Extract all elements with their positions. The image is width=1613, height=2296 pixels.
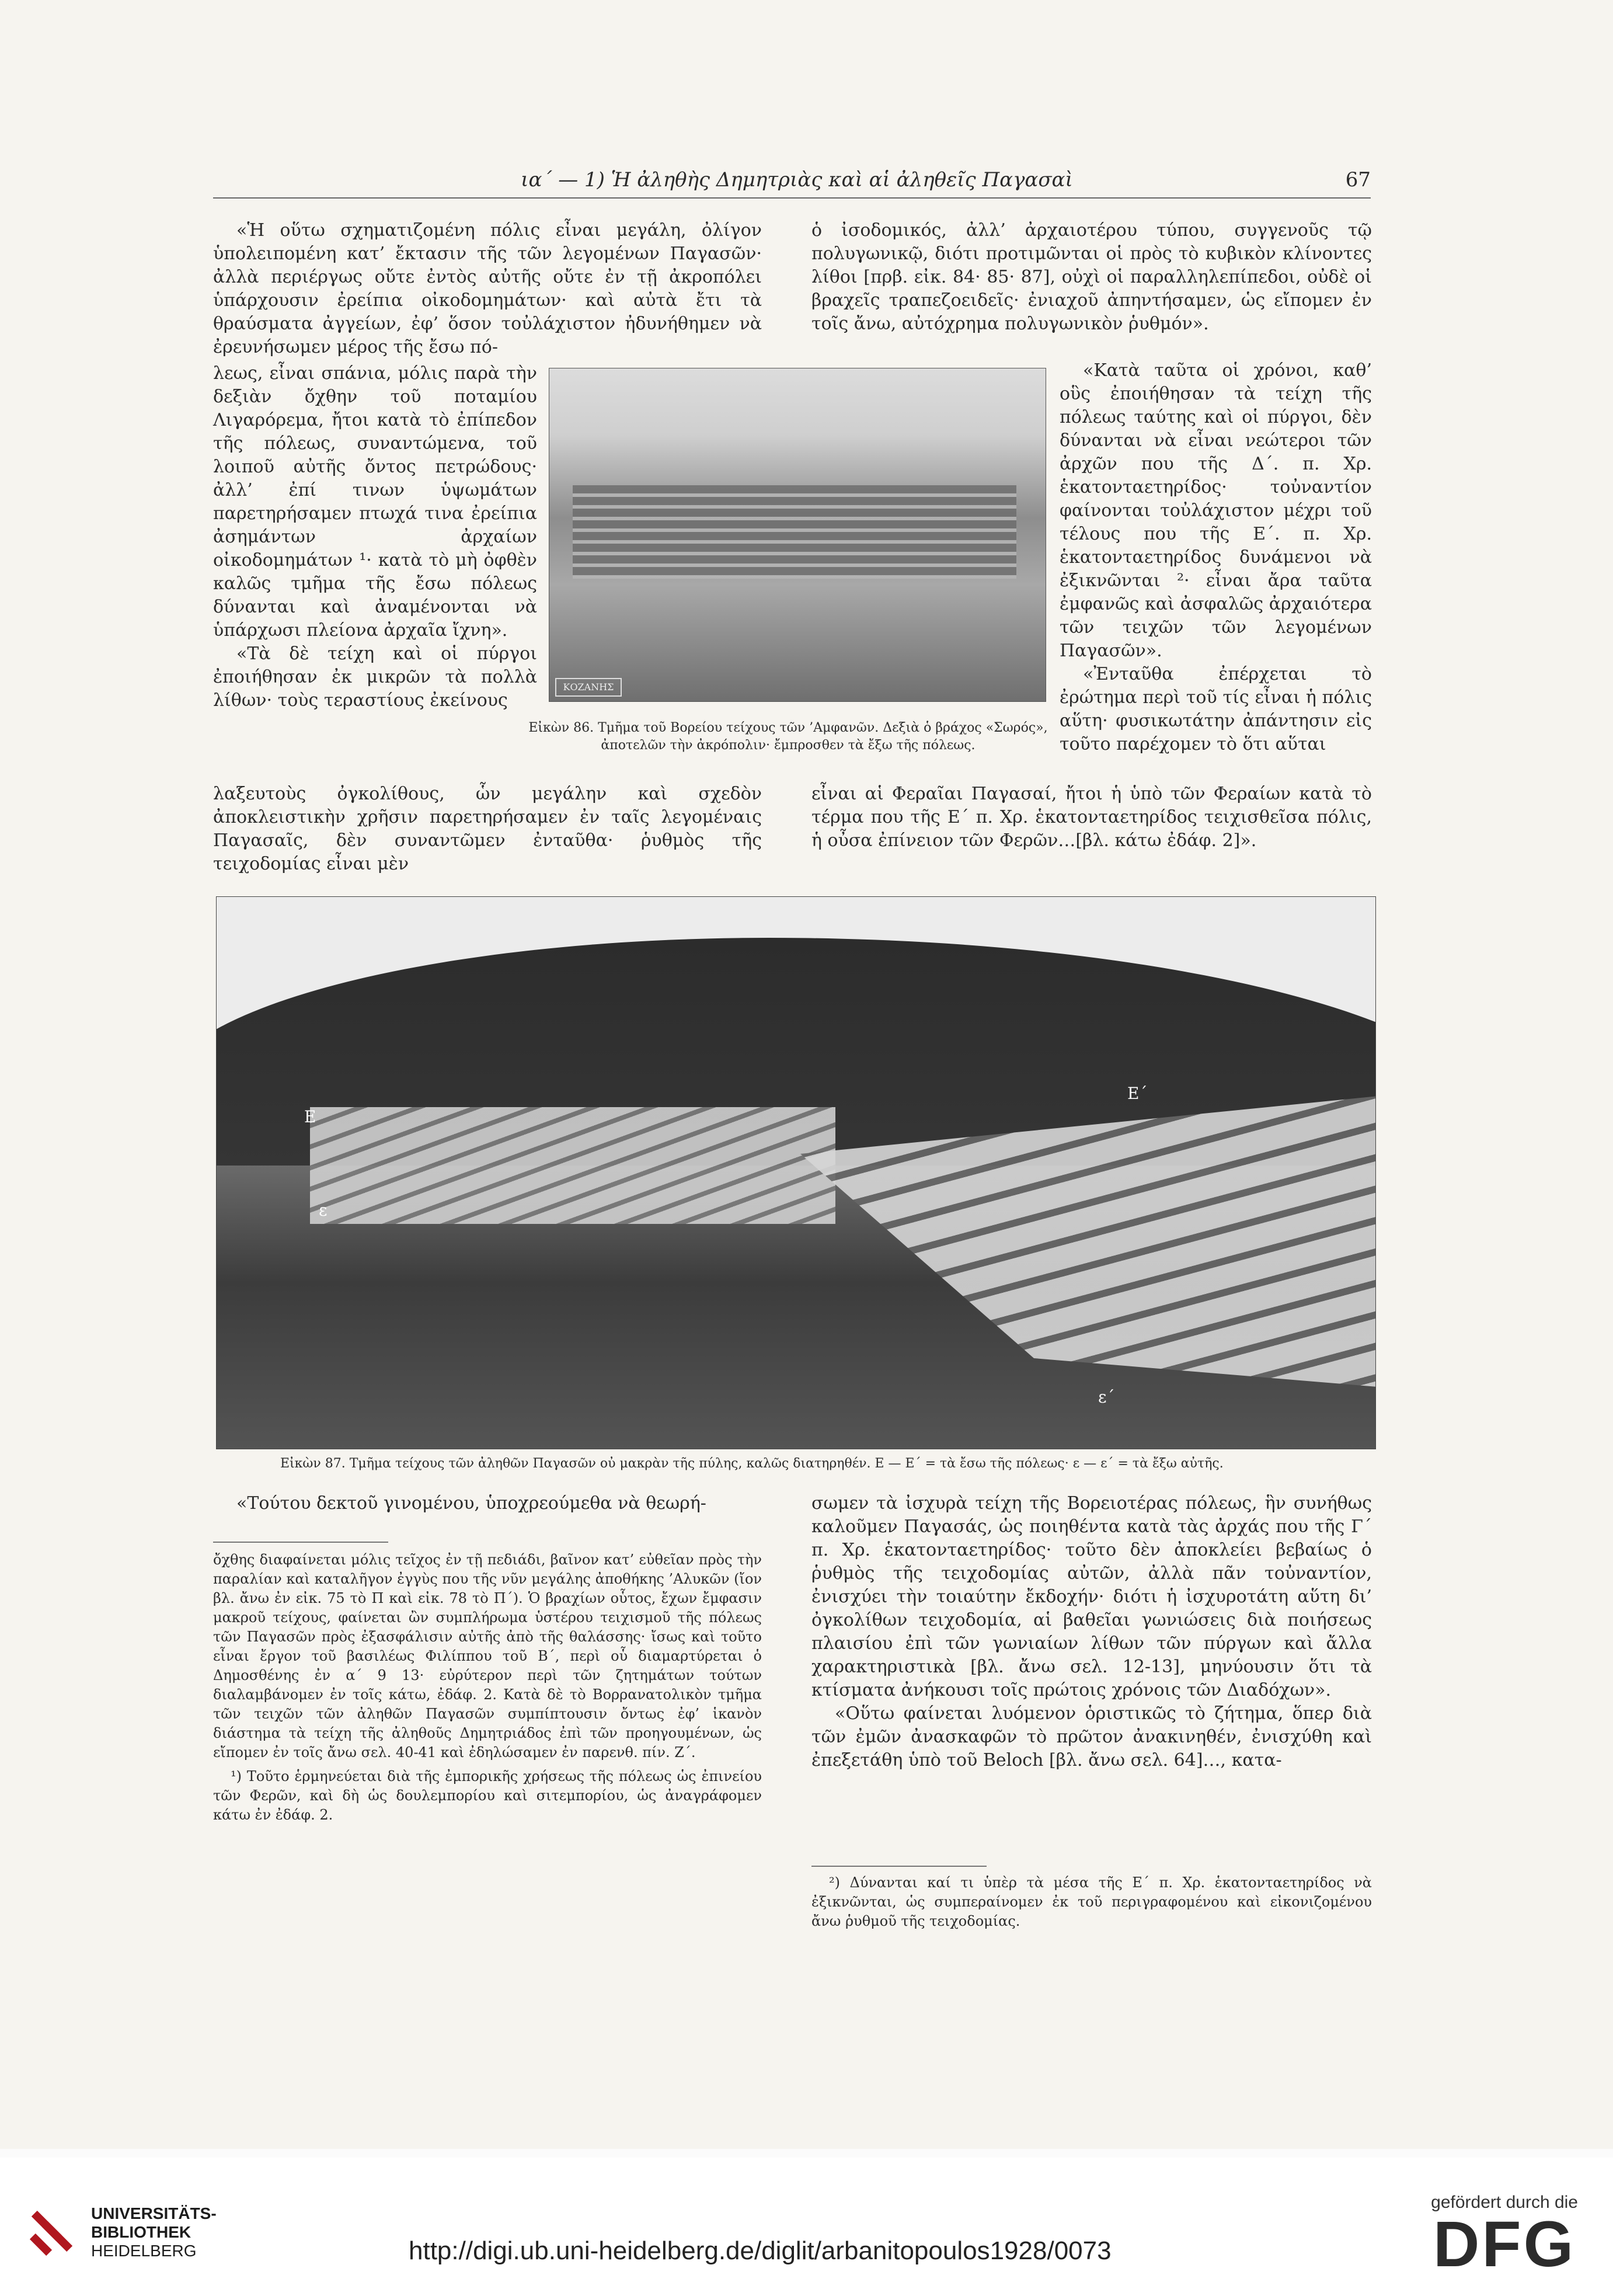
library-name-line: HEIDELBERG	[91, 2242, 197, 2260]
library-name-line: UNIVERSITÄTS-	[91, 2204, 217, 2222]
footnote-right	[811, 1873, 1372, 1931]
photo-mark: ε΄	[1098, 1387, 1115, 1407]
header-title: ια΄ — 1) Ἡ ἀληθὴς Δημητριὰς καὶ αἱ ἀληθεῖς Παγασαὶ	[521, 168, 1073, 192]
photo-mark: ε	[319, 1201, 328, 1220]
footnote-1: ¹) Τοῦτο ἑρμηνεύεται διὰ τῆς ἐμπορικῆς χρήσεως τῆς πόλεως ὡς ἐπινείου τῶν Φερῶν, καὶ δὴ ὡς δουλεμπορίου καὶ σιτεμπορίου, ὡς ἀναγράφομεν κάτω ἐν ἐδάφ. 2.	[213, 1768, 762, 1823]
library-name	[91, 2204, 217, 2260]
funded-by-text: gefördert durch die	[1431, 2193, 1578, 2212]
photo-wall-left	[310, 1107, 835, 1224]
footnote-left	[213, 1550, 762, 1825]
right-column-top	[811, 219, 1372, 336]
paragraph: σωμεν τὰ ἰσχυρὰ τείχη τῆς Βορειοτέρας πόλεως, ἣν συνήθως καλοῦμεν Παγασάς, ὡς ποιηθέντα κατὰ τὰς ἀρχάς που τῆς Γ΄ π. Χρ. ἑκατονταετηρίδος· τοῦτο δὲν ἀποκλείει βεβαίως ὁ ῥυθμὸς τῆς τειχοδομίας αὐτῶν, ἀλλὰ πᾶν τοὐναντίον, ἐνισχύει τὴν τοιαύτην ἔκδοχήν· διότι ἡ ἰσχυροτάτη αὕτη δι’ ὀγκολίθων τειχοδομία, αἱ βαθεῖαι γωνιώσεις διὰ ποιήσεως πλαισίου ἐπὶ τῶν γωνιαίων λίθων τῶν πύργων καὶ ἄλλα χαρακτηριστικὰ [βλ. ἄνω σελ. 12-13], μηνύουσιν ὅτι τὰ κτίσματα ἀνήκουσι τοῖς πρώτοις χρόνοις τῶν Διαδόχων».	[811, 1493, 1372, 1700]
paragraph: λαξευτοὺς ὀγκολίθους, ὧν μεγάλην καὶ σχεδὸν ἀποκλειστικὴν χρῆσιν παρετηρήσαμεν ἐν ταῖς λεγομέναις Παγασαῖς, δὲν συναντῶμεν ἐνταῦθα· ῥυθμὸς τῆς τειχοδομίας εἶναι μὲν	[213, 784, 762, 874]
running-header	[213, 168, 1371, 199]
paragraph: «Κατὰ ταῦτα οἱ χρόνοι, καθ’ οὓς ἐποιήθησαν τὰ τείχη τῆς πόλεως ταύτης καὶ οἱ πύργοι, δὲν δύνανται νὰ εἶναι νεώτεροι τῶν ἀρχῶν που τῆς Δ΄. π. Χρ. ἑκατονταετηρίδος· τοὐναντίον φαίνονται τοὐλάχιστον μέχρι τοῦ τέλους που τῆς Ε΄. π. Χρ. ἑκατονταετηρίδος δυνάμενοι νὰ ἐξικνῶνται ²· εἶναι ἄρα ταῦτα ἐμφανῶς καὶ ἀσφαλῶς ἀρχαιότερα τῶν τειχῶν τῶν λεγομένων Παγασῶν».	[1060, 360, 1372, 661]
figure-87-caption: Εἰκὼν 87. Τμῆμα τείχους τῶν ἀληθῶν Παγασῶν οὐ μακρὰν τῆς πύλης, καλῶς διατηρηθέν. Ε — Ε΄ = τὰ ἔσω τῆς πόλεως· ε — ε΄ = τὰ ἔξω αὐτῆς.	[280, 1456, 1224, 1471]
permalink-url[interactable]: http://digi.ub.uni-heidelberg.de/diglit/arbanitopoulos1928/0073	[409, 2236, 1112, 2265]
figure-86-photo	[549, 368, 1046, 702]
paragraph: «Τὰ δὲ τείχη καὶ οἱ πύργοι ἐποιήθησαν ἐκ μικρῶν τὰ πολλὰ λίθων· τοὺς τεραστίους ἐκείνους	[213, 643, 537, 711]
dfg-logo[interactable]	[1431, 2193, 1578, 2280]
left-column-wrap	[213, 362, 537, 712]
figure-87-photo	[216, 896, 1376, 1449]
photo-stamp: ΚΟΖΑΝΗΣ	[555, 678, 622, 697]
paragraph: «Ἐνταῦθα ἐπέρχεται τὸ ἐρώτημα περὶ τοῦ τίς εἶναι ἡ πόλις αὕτη· φυσικωτάτην ἀπάντησιν εἰς τοῦτο παρέχομεν τὸ ὅτι αὕται	[1060, 664, 1372, 754]
footnote-rule	[213, 1542, 388, 1543]
paragraph: λεως, εἶναι σπάνια, μόλις παρὰ τὴν δεξιὰν ὄχθην τοῦ ποταμίου Λιγαρόρεμα, ἤτοι κατὰ τὸ ἐπίπεδον τῆς πόλεως, συναντώμενα, τοῦ λοιποῦ αὐτῆς ὄντος πετρώδους· ἀλλ’ ἐπί τινων ὑψωμάτων παρετηρήσαμεν πτωχά τινα ἐρείπια ἀσημάντων ἀρχαίων οἰκοδομημάτων ¹· κατὰ τὸ μὴ ὀφθὲν καλῶς τμῆμα τῆς ἔσω πόλεως δύνανται καὶ ἀναμένονται νὰ ὑπάρχωσι πλείονα ἀρχαῖα ἴχνη».	[213, 363, 537, 641]
paragraph: «Οὕτω φαίνεται λυόμενον ὁριστικῶς τὸ ζήτημα, ὅπερ διὰ τῶν ἐμῶν ἀνασκαφῶν τὸ πρῶτον ἀνακινηθέν, ἐνισχύθη καὶ ἐπεξετάθη ὑπὸ τοῦ Beloch [βλ. ἄνω σελ. 64]…, κατα-	[811, 1703, 1372, 1770]
dfg-wordmark: DFG	[1433, 2208, 1576, 2280]
university-library-logo[interactable]	[23, 2204, 217, 2260]
right-column-bottom	[811, 782, 1372, 853]
paragraph: εἶναι αἱ Φεραῖαι Παγασαί, ἤτοι ἡ ὑπὸ τῶν Φεραίων κατὰ τὸ τέρμα που τῆς Ε΄ π. Χρ. ἑκατονταετηρίδος τειχισθεῖσα πόλις, ἡ οὖσα ἐπίνειον τῶν Φερῶν…[βλ. κάτω ἐδάφ. 2]».	[811, 784, 1372, 851]
paragraph: «Ἡ οὕτω σχηματιζομένη πόλις εἶναι μεγάλη, ὀλίγον ὑπολειπομένη κατ’ ἔκτασιν τῆς τῶν λεγομένων Παγασῶν· ἀλλὰ περιέργως οὔτε ἐντὸς αὐτῆς οὔτε ἐν τῇ ἀκροπόλει ὑπάρχουσιν ἐρείπια οἰκοδομημάτων· καὶ αὐτὰ ἔτι τὰ θραύσματα ἀγγείων, ἐφ’ ὅσον τοὐλάχιστον ἠδυνήθημεν νὰ ἐρευνήσωμεν μέρος τῆς ἔσω πό-	[213, 220, 762, 357]
photo-mark: Ε	[304, 1107, 316, 1126]
left-column-bottom	[213, 782, 762, 876]
ub-heidelberg-icon	[23, 2204, 79, 2260]
lower-left-text	[213, 1492, 762, 1515]
viewer-footer	[0, 2158, 1613, 2296]
paragraph: «Τούτου δεκτοῦ γινομένου, ὑποχρεούμεθα νὰ θεωρή-	[236, 1493, 706, 1514]
footnote-continuation: ὄχθης διαφαίνεται μόλις τεῖχος ἐν τῇ πεδιάδι, βαῖνον κατ’ εὐθεῖαν πρὸς τὴν παραλίαν καὶ καταλῆγον ἐγγὺς που τῆς νῦν μεγάλης ἀποθήκης ’Αλυκῶν (ἴον βλ. ἄνω ἐν εἰκ. 75 τὸ Π καὶ εἰκ. 78 τὸ Π΄). Ὁ βραχίων οὗτος, ἔχων ἔμφασιν μακροῦ τείχους, φαίνεται ὢν συμπλήρωμα ὑστέρου τειχισμοῦ τῆς πόλεως τῶν Παγασῶν πρὸς ἐξασφάλισιν αὐτῆς ἀπὸ τῆς θαλάσσης· ἴσως καὶ τοῦτο εἶναι ἔργον τοῦ βασιλέως Φιλίππου τοῦ Β΄, περὶ οὗ διαμαρτύρεται ὁ Δημοσθένης ἐν α΄ 9 13· εὐρύτερον περὶ τῶν ζητημάτων τούτων διαλαμβάνομεν ἐν τοῖς κάτω, ἐδάφ. 2. Κατὰ δὲ τὸ Βορρανατολικὸν τμῆμα τῶν τειχῶν τῶν ἀληθῶν Παγασῶν συμπίπτουσιν ὄντως ἐφ’ ἱκανὸν διάστημα τὰ τείχη τῆς ἀληθοῦς Δημητριάδος ἐπὶ τῶν προηγουμένων, ὡς εἴπομεν ἐν τοῖς ἄνω σελ. 40-41 καὶ ἐδηλώσαμεν ἐν παρενθ. πίν. Ζ΄.	[213, 1551, 762, 1761]
footnote-rule	[811, 1866, 987, 1867]
left-column-top	[213, 219, 762, 359]
page-number: 67	[1345, 168, 1371, 192]
photo-mark: Ε΄	[1127, 1084, 1148, 1103]
figure-86-caption: Εἰκὼν 86. Τμῆμα τοῦ Βορείου τείχους τῶν ’Αμφανῶν. Δεξιὰ ὁ βράχος «Σωρός», ἀποτελῶν τὴν ἀκρόπολιν· ἔμπροσθεν τὰ ἔξω τῆς πόλεως.	[528, 721, 1048, 753]
library-name-line: BIBLIOTHEK	[91, 2223, 191, 2241]
lower-right-text	[811, 1492, 1372, 1772]
stone-wall-image	[573, 485, 1016, 579]
paragraph: ὁ ἰσοδομικός, ἀλλ’ ἀρχαιοτέρου τύπου, συγγενοῦς τῷ πολυγωνικῷ, διότι προτιμῶνται οἱ πρὸς τὸ κυβικὸν κλίνοντες λίθοι [πρβ. εἰκ. 84· 85· 87], οὐχὶ οἱ παραλληλεπίπεδοι, οὐδὲ οἱ βραχεῖς τραπεζοειδεῖς· ἐνιαχοῦ ἀπηντήσαμεν, ὡς εἴπομεν ἐν τοῖς ἄνω, αὐτόχρημα πολυγωνικὸν ῥυθμόν».	[811, 220, 1372, 334]
right-column-wrap	[1060, 359, 1372, 756]
footnote-2: ²) Δύνανται καί τι ὑπὲρ τὰ μέσα τῆς Ε΄ π. Χρ. ἑκατονταετηρίδος νὰ ἐξικνῶνται, ὡς συμπεραίνομεν ἐκ τοῦ περιγραφομένου καὶ εἰκονιζομένου ἄνω ῥυθμοῦ τῆς τειχοδομίας.	[811, 1874, 1372, 1929]
